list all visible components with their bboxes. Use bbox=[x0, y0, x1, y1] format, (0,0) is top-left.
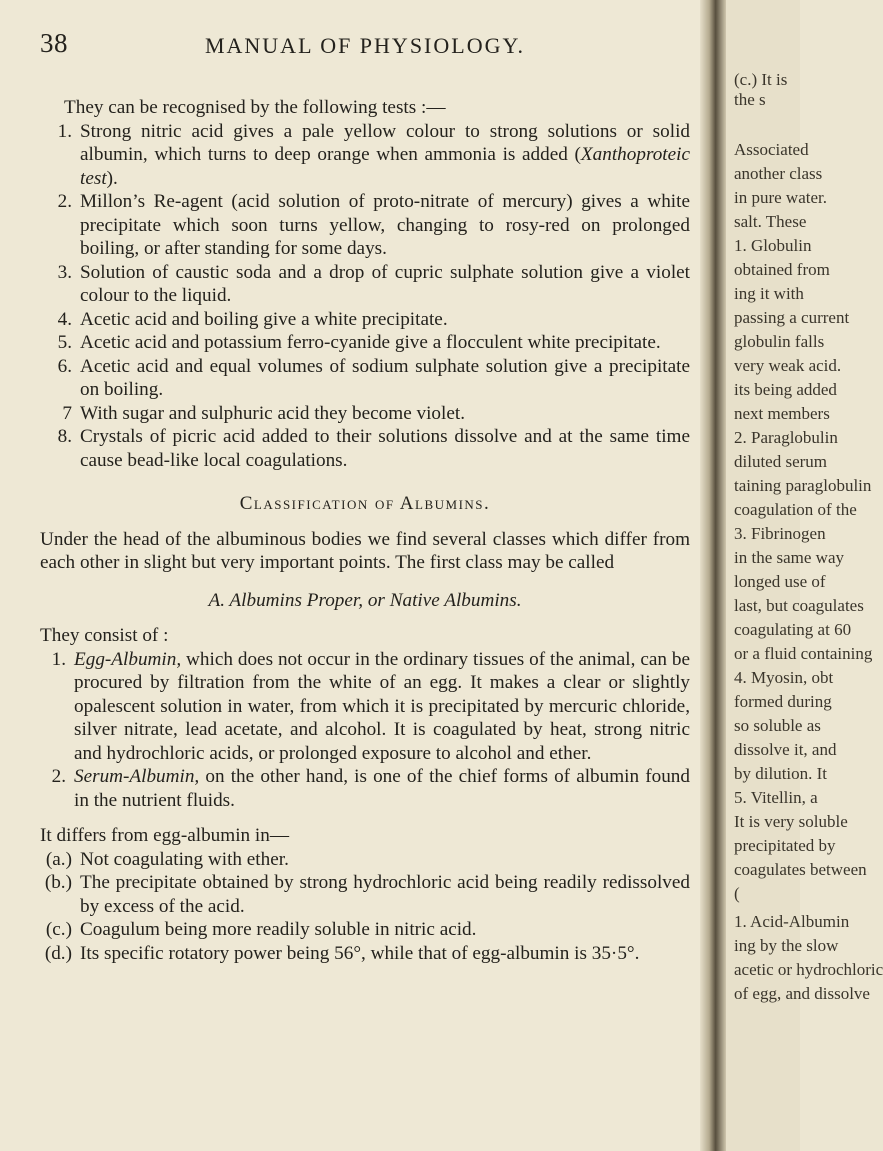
adjacent-text-line: last, but coagulates bbox=[734, 596, 864, 615]
adjacent-text-line: in the same way bbox=[734, 548, 844, 567]
adjacent-text-line: obtained from bbox=[734, 260, 830, 279]
adjacent-text-line: so soluble as bbox=[734, 716, 821, 735]
list-item-number: 4. bbox=[57, 308, 72, 330]
list-item-number: 3. bbox=[57, 261, 72, 283]
page-number: 38 bbox=[40, 28, 68, 58]
adjacent-text-line: 2. Paraglobulin bbox=[734, 428, 838, 447]
adjacent-text-line: another class bbox=[734, 164, 823, 183]
list-item bbox=[40, 942, 690, 966]
adjacent-text-line: taining paraglobulin bbox=[734, 476, 872, 495]
list-item-text: Egg-Albumin, which does not occur in the ordinary tissues of the animal, can be procured by filtration from the white of an egg. It makes a clear or slightly opalescent solution in water, from which it is precipitated by mercuric chloride, silver nitrate, lead acetate, and alcohol. It is coagulated by heat, strong nitric and hydrochloric acids, or prolonged exposure to alcohol and ether. bbox=[74, 648, 690, 764]
adjacent-text-line: Associated bbox=[734, 140, 809, 159]
list-item-label: (d.) bbox=[44, 942, 72, 964]
adjacent-text-line: 5. Vitellin, a bbox=[734, 788, 818, 807]
adjacent-text-line: 1. Acid-Albumin bbox=[734, 912, 850, 931]
list-item bbox=[40, 120, 690, 191]
list-item-text: Solution of caustic soda and a drop of cupric sulphate solution give a violet colour to the liquid. bbox=[80, 261, 690, 306]
adjacent-text-line: coagulating at 60 bbox=[734, 620, 852, 639]
running-head: MANUAL OF PHYSIOLOGY. bbox=[204, 33, 526, 58]
page-header bbox=[40, 22, 690, 66]
list-item-number: 2. bbox=[57, 191, 72, 212]
list-item bbox=[40, 765, 690, 812]
list-item-text: Not coagulating with ether. bbox=[80, 848, 289, 870]
list-item-text: Crystals of picric acid added to their solutions dissolve and at the same time cause bead-like local coagulations. bbox=[80, 426, 690, 471]
list-item bbox=[40, 261, 690, 308]
list-item-label: (b.) bbox=[44, 872, 72, 893]
list-item bbox=[40, 848, 690, 872]
list-item bbox=[40, 402, 690, 426]
adjacent-text-line: by dilution. It bbox=[734, 764, 828, 783]
list-item-number: 1. bbox=[57, 120, 72, 142]
list-item bbox=[40, 425, 690, 472]
adjacent-text-line: 4. Myosin, obt bbox=[734, 668, 834, 687]
list-item-text: Strong nitric acid gives a pale yellow colour to strong solutions or solid albumin, which turns to deep orange when ammonia is added (Xanthoproteic test). bbox=[80, 120, 690, 189]
book-gutter bbox=[700, 0, 726, 1151]
adjacent-text-line: diluted serum bbox=[734, 452, 828, 471]
list-item bbox=[40, 871, 690, 918]
adjacent-text-line: (c.) It is bbox=[734, 70, 788, 89]
adjacent-text-line: precipitated by bbox=[734, 836, 836, 855]
adjacent-text-line: very weak acid. bbox=[734, 356, 842, 375]
adjacent-text-line: 3. Fibrinogen bbox=[734, 524, 826, 543]
list-item bbox=[40, 918, 690, 942]
adjacent-text-line: passing a current bbox=[734, 308, 850, 327]
differs-intro: It differs from egg-albumin in— bbox=[40, 825, 290, 846]
classification-intro: Under the head of the albuminous bodies we find several classes which differ from each other in slight but very important points. The first class may be called bbox=[40, 528, 690, 573]
adjacent-text-line: ing by the slow bbox=[734, 936, 839, 955]
list-item-text: Serum-Albumin, on the other hand, is one of the chief forms of albumin found in the nutrient fluids. bbox=[74, 766, 690, 811]
adjacent-text-line: of egg, and dissolve bbox=[734, 984, 870, 1003]
adjacent-text-line: next members bbox=[734, 404, 830, 423]
list-item-text: Coagulum being more readily soluble in nitric acid. bbox=[80, 919, 477, 940]
list-item-text: The precipitate obtained by strong hydrochloric acid being readily redissolved by excess of the acid. bbox=[80, 872, 690, 917]
adjacent-text-line: in pure water. bbox=[734, 188, 827, 207]
list-item-number: 5. bbox=[57, 332, 72, 353]
tests-list bbox=[40, 120, 690, 473]
list-item-number: 6. bbox=[57, 355, 72, 377]
adjacent-text-line: the s bbox=[734, 90, 766, 109]
list-item-number: 1. bbox=[51, 648, 66, 670]
adjacent-page-edge bbox=[726, 0, 883, 1151]
list-item bbox=[40, 355, 690, 402]
list-item-text: Acetic acid and boiling give a white precipitate. bbox=[80, 308, 448, 330]
consist-of-text: They consist of : bbox=[40, 625, 169, 646]
term-name: Egg-Albumin, bbox=[74, 648, 182, 670]
tests-intro: They can be recognised by the following tests :— bbox=[64, 97, 446, 118]
adjacent-text-line: ( bbox=[734, 884, 740, 903]
adjacent-text-line: coagulation of the bbox=[734, 500, 857, 519]
adjacent-text-line: globulin falls bbox=[734, 332, 825, 351]
page-body bbox=[40, 96, 690, 965]
subsection-heading: A. Albumins Proper, or Native Albumins. bbox=[208, 589, 522, 611]
adjacent-text-line: acetic or hydrochloric bbox=[734, 960, 883, 979]
list-item-label: (a.) bbox=[45, 848, 72, 870]
adjacent-text-line: longed use of bbox=[734, 572, 826, 591]
adjacent-text-line: formed during bbox=[734, 692, 832, 711]
term-name: Serum-Albumin, bbox=[74, 766, 200, 787]
list-item bbox=[40, 331, 690, 355]
adjacent-text-line: coagulates between bbox=[734, 860, 867, 879]
list-item-text: Millon’s Re-agent (acid solution of proto-nitrate of mercury) gives a white precipitate which soon turns yellow, changing to rosy-red on prolonged boiling, or after standing for some days. bbox=[80, 191, 690, 259]
adjacent-text-line: dissolve it, and bbox=[734, 740, 837, 759]
list-item-text: Its specific rotatory power being 56°, while that of egg-albumin is 35·5°. bbox=[80, 942, 640, 964]
list-item-number: 8. bbox=[57, 426, 72, 447]
list-item-text: Acetic acid and equal volumes of sodium sulphate solution give a precipitate on boiling. bbox=[80, 355, 690, 400]
adjacent-text-line: salt. These bbox=[734, 212, 807, 231]
list-item bbox=[40, 308, 690, 332]
list-item-text: Acetic acid and potassium ferro-cyanide give a flocculent white precipitate. bbox=[80, 332, 661, 353]
section-heading: Classification of Albumins. bbox=[239, 493, 491, 514]
adjacent-text-line: It is very soluble bbox=[734, 812, 848, 831]
list-item-label: (c.) bbox=[45, 919, 72, 940]
adjacent-text-line: its being added bbox=[734, 380, 837, 399]
list-item-text: With sugar and sulphuric acid they become violet. bbox=[80, 402, 465, 424]
list-item-number: 2. bbox=[51, 766, 66, 787]
list-item bbox=[40, 190, 690, 261]
adjacent-text-line: 1. Globulin bbox=[734, 236, 812, 255]
adjacent-text-line: ing it with bbox=[734, 284, 804, 303]
adjacent-text-line: or a fluid containing bbox=[734, 644, 873, 663]
list-item bbox=[40, 648, 690, 766]
list-item-number: 7 bbox=[62, 402, 72, 424]
